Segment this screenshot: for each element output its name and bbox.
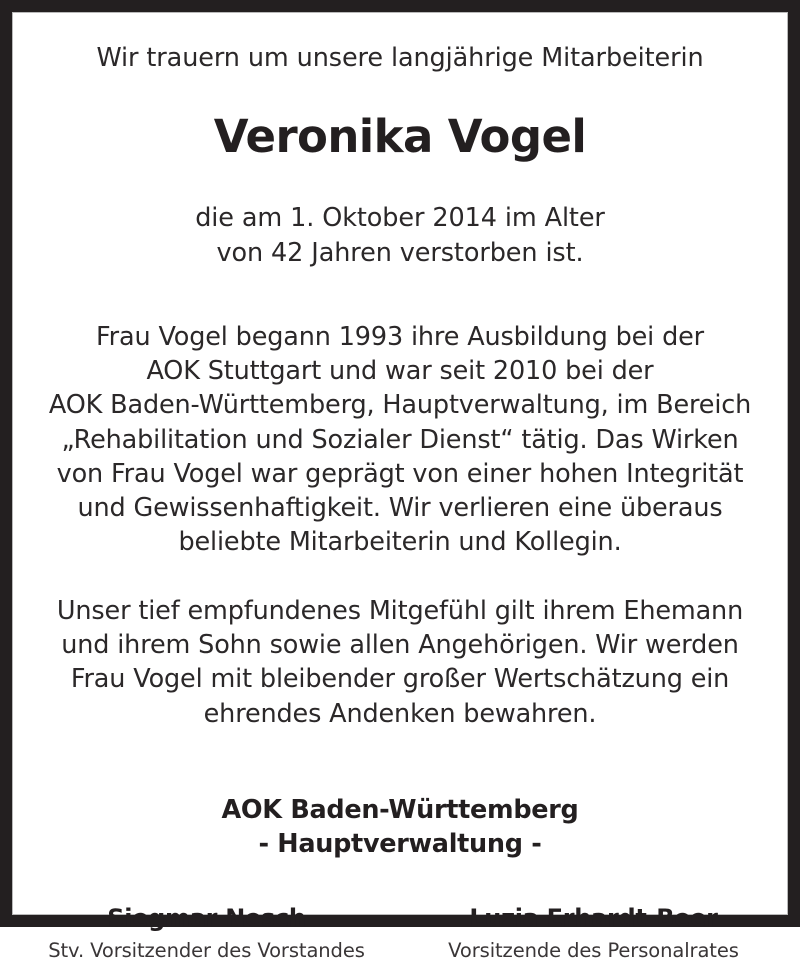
notice-card	[12, 12, 788, 963]
signatory-right-role: Vorsitzende des Personalrates	[448, 939, 739, 963]
death-details-line-1: die am 1. Oktober 2014 im Alter	[195, 203, 605, 234]
paragraph-career-line-1: Frau Vogel begann 1993 ihre Ausbildung bei der	[96, 321, 704, 352]
paragraph-condolence-line-2: und ihrem Sohn sowie allen Angehörigen. Wir werden	[61, 630, 739, 661]
organisation-block	[13, 793, 787, 861]
organisation-department: - Hauptverwaltung -	[258, 829, 542, 860]
paragraph-condolence-line-1: Unser tief empfundenes Mitgefühl gilt ihrem Ehemann	[56, 595, 744, 626]
signatory-left-name: Siegmar Nesch	[107, 904, 306, 933]
death-details	[13, 201, 787, 270]
paragraph-career-line-6: und Gewissenhaftigkeit. Wir verlieren eine überaus	[77, 493, 723, 524]
paragraph-condolence-line-4: ehrendes Andenken bewahren.	[203, 698, 597, 729]
paragraph-condolence	[13, 594, 787, 731]
death-details-line-2: von 42 Jahren verstorben ist.	[216, 237, 584, 268]
paragraph-career	[13, 320, 787, 560]
paragraph-career-line-4: „Rehabilitation und Sozialer Dienst“ tätig. Das Wirken	[61, 424, 739, 455]
signatories	[13, 904, 787, 963]
signatory-right	[400, 904, 787, 963]
signatory-left-role: Stv. Vorsitzender des Vorstandes	[48, 939, 365, 963]
paragraph-career-line-2: AOK Stuttgart und war seit 2010 bei der	[146, 355, 654, 386]
signatory-left	[13, 904, 400, 963]
organisation-name: AOK Baden-Württemberg	[221, 794, 579, 825]
paragraph-career-line-5: von Frau Vogel war geprägt von einer hohen Integrität	[56, 458, 744, 489]
deceased-name: Veronika Vogel	[213, 110, 587, 164]
intro-line: Wir trauern um unsere langjährige Mitarbeiterin	[96, 43, 704, 73]
signatory-right-name: Luzia Erhardt-Beer	[469, 904, 718, 933]
paragraph-condolence-line-3: Frau Vogel mit bleibender großer Wertschätzung ein	[70, 664, 730, 695]
paragraph-career-line-7: beliebte Mitarbeiterin und Kollegin.	[178, 527, 622, 558]
paragraph-career-line-3: AOK Baden-Württemberg, Hauptverwaltung, im Bereich	[48, 390, 752, 421]
